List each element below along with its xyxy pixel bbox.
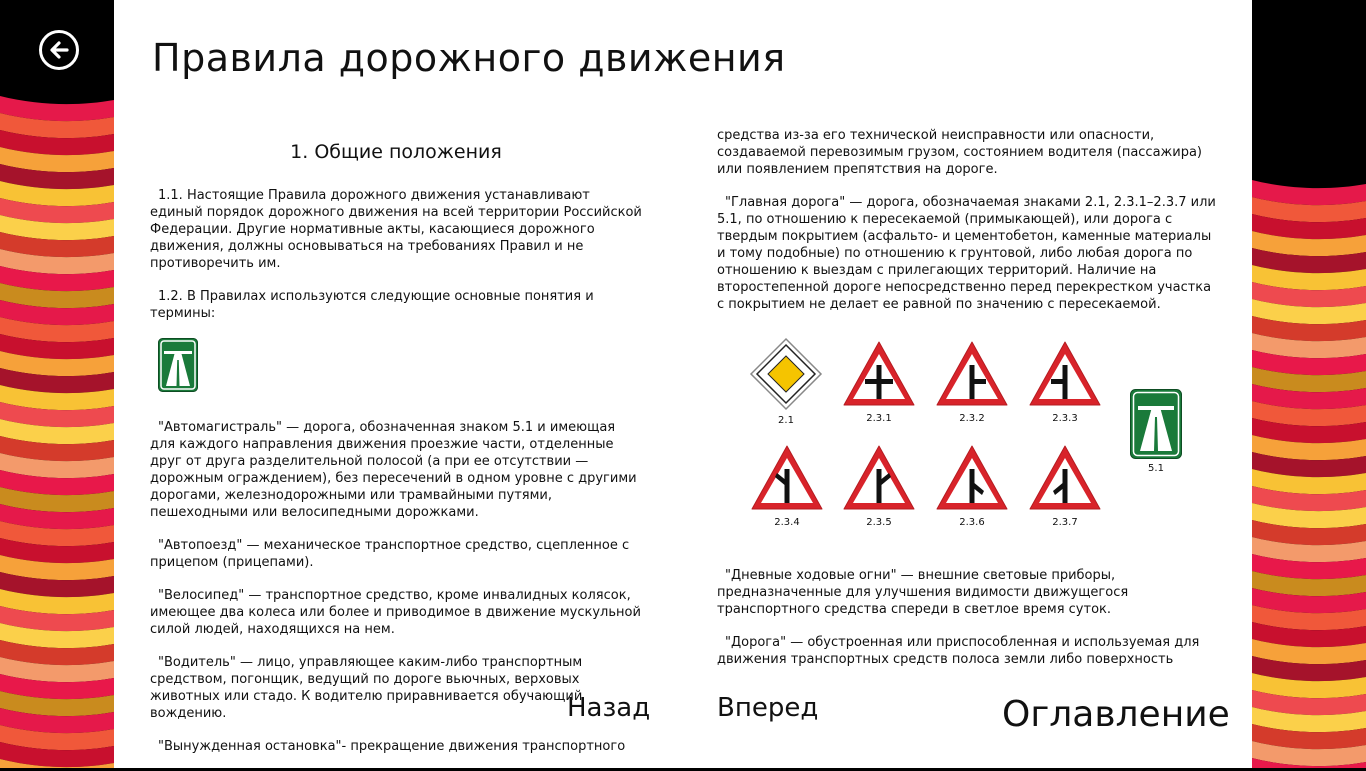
table-of-contents-link[interactable]: Оглавление [1002,694,1230,735]
content-page [114,0,1252,768]
sign-label: 2.3.7 [1052,517,1078,528]
sign-2-3-6 [934,443,1010,529]
paragraph: "Водитель" — лицо, управляющее каким-либо транспортным средством, погонщик, ведущий по дороге вьючных, верховых животных или стадо. К водителю приравнивается обучающий вождению. [150,655,583,721]
sign-2-3-3 [1027,339,1103,425]
right-column [717,127,1222,684]
paragraph: "Автопоезд" — механическое транспортное средство, сцепленное с прицепом (прицепами). [150,538,630,570]
sign-label: 2.3.4 [774,517,800,528]
sign-2-3-5 [841,443,917,529]
sign-label: 2.3.1 [866,413,892,424]
paragraph: 1.1. Настоящие Правила дорожного движения устанавливают единый порядок дорожного движения на всей территории Российской Федерации. Другие нормативные акты, касающиеся дорожного движения, должны основываться на требованиях Правил и не противоречить им. [150,188,642,271]
page-title: Правила дорожного движения [152,36,786,80]
left-column [150,140,642,771]
sign-label: 2.3.3 [1052,413,1078,424]
back-arrow-icon [48,39,70,61]
back-nav-link[interactable]: Назад [567,693,651,723]
sign-2-1 [749,337,823,427]
sign-2-3-4 [749,443,825,529]
paragraph: "Велосипед" — транспортное средство, кроме инвалидных колясок, имеющее два колеса или более и приводимое в движение мускульной силой людей, находящихся на нем. [150,588,641,637]
paragraph: средства из-за его технической неисправности или опасности, создаваемой перевозимым грузом, состоянием водителя (пассажира) или появлением препятствия на дороге. [717,128,1202,177]
sign-label: 2.1 [778,415,794,426]
left-decorative-stripes [0,0,114,768]
section-title: 1. Общие положения [290,141,502,163]
paragraph: "Дорога" — обустроенная или приспособленная и используемая для движения транспортных средств полоса земли либо поверхность [717,635,1200,667]
paragraph: "Автомагистраль" — дорога, обозначенная знаком 5.1 и имеющая для каждого направления движения проезжие части, отделенные друг от друга разделительной полосой (а при ее отсутствии — дорожным ограждением), без пересечений в одном уровне с другими дорогами, железнодорожными или трамвайными путями, пешеходными или велосипедными дорожками. [150,420,637,520]
back-button[interactable] [39,30,79,70]
paragraph: 1.2. В Правилах используются следующие основные понятия и термины: [150,289,594,321]
road-signs-figure [749,337,1219,567]
sign-2-3-7 [1027,443,1103,529]
right-decorative-stripes [1252,0,1366,768]
sign-2-3-1 [841,339,917,425]
forward-nav-link[interactable]: Вперед [717,693,819,723]
sign-label: 2.3.2 [959,413,985,424]
sign-label: 2.3.5 [866,517,892,528]
sign-label: 2.3.6 [959,517,985,528]
motorway-sign-icon [158,338,642,397]
sign-2-3-2 [934,339,1010,425]
paragraph: "Вынужденная остановка"- прекращение движения транспортного [158,739,626,754]
sign-label: 5.1 [1148,463,1164,474]
paragraph: "Главная дорога" — дорога, обозначаемая знаками 2.1, 2.3.1–2.3.7 или 5.1, по отношению к пересекаемой (примыкающей), или дорога с твердым покрытием (асфальто- и цементобетон, каменные материалы и тому подобные) по отношению к грунтовой, либо любая дорога по отношению к выездам с прилегающих территорий. Наличие на второстепенной дороге непосредственно перед перекрестком участка с покрытием не делает ее равной по значению с пересекаемой. [717,195,1216,312]
paragraph: "Дневные ходовые огни" — внешние световые приборы, предназначенные для улучшения видимости движущегося транспортного средства спереди в светлое время суток. [717,568,1129,617]
sign-5-1 [1129,389,1183,475]
